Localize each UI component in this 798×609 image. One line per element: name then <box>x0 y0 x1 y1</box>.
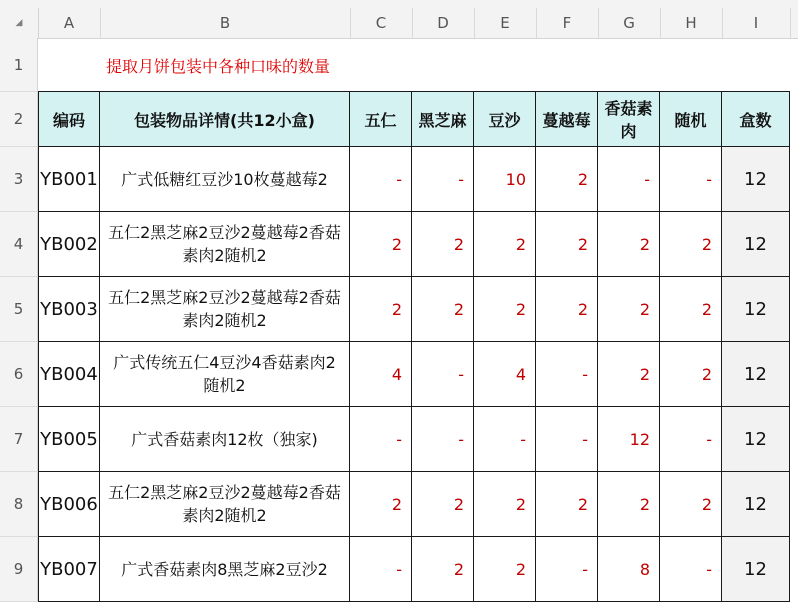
column-header-d[interactable]: D <box>412 8 475 38</box>
cell-c[interactable]: - <box>350 537 412 602</box>
cell-f[interactable]: - <box>536 407 598 472</box>
cell-d[interactable]: 2 <box>412 212 474 277</box>
header-f[interactable]: 蔓越莓 <box>536 92 598 147</box>
header-code[interactable]: 编码 <box>38 92 100 147</box>
cell-c[interactable]: 4 <box>350 342 412 407</box>
cell-c[interactable]: 2 <box>350 212 412 277</box>
cell-h[interactable]: 2 <box>660 342 722 407</box>
row-header-7[interactable]: 7 <box>0 407 38 472</box>
header-d[interactable]: 黑芝麻 <box>412 92 474 147</box>
cell-i[interactable]: 12 <box>722 407 790 472</box>
row-header-4[interactable]: 4 <box>0 212 38 277</box>
cell-i[interactable]: 12 <box>722 342 790 407</box>
header-i[interactable]: 盒数 <box>722 92 790 147</box>
row-header-2[interactable]: 2 <box>0 92 38 147</box>
header-e[interactable]: 豆沙 <box>474 92 536 147</box>
cell-h[interactable]: 2 <box>660 472 722 537</box>
cell-desc[interactable]: 广式低糖红豆沙10枚蔓越莓2 <box>100 147 350 212</box>
column-header-h[interactable]: H <box>660 8 723 38</box>
header-h[interactable]: 随机 <box>660 92 722 147</box>
cell-f[interactable]: 2 <box>536 277 598 342</box>
cell-d[interactable]: 2 <box>412 277 474 342</box>
cell-f[interactable]: - <box>536 537 598 602</box>
cell-g[interactable]: 2 <box>598 342 660 407</box>
header-c[interactable]: 五仁 <box>350 92 412 147</box>
cell-e[interactable]: 2 <box>474 537 536 602</box>
cell-desc[interactable]: 广式传统五仁4豆沙4香菇素肉2随机2 <box>100 342 350 407</box>
cell-i[interactable]: 12 <box>722 537 790 602</box>
row-header-1[interactable]: 1 <box>0 38 38 92</box>
cell-f[interactable]: - <box>536 342 598 407</box>
column-header-i[interactable]: I <box>722 8 791 38</box>
cell-desc[interactable]: 广式香菇素肉12枚（独家) <box>100 407 350 472</box>
cell-g[interactable]: 2 <box>598 472 660 537</box>
column-header-g[interactable]: G <box>598 8 661 38</box>
cell-code[interactable]: YB004 <box>38 342 100 407</box>
cell-f[interactable]: 2 <box>536 472 598 537</box>
cell-d[interactable]: - <box>412 342 474 407</box>
cell-i[interactable]: 12 <box>722 147 790 212</box>
column-header-c[interactable]: C <box>350 8 413 38</box>
select-all-corner[interactable] <box>0 8 39 38</box>
cell-code[interactable]: YB006 <box>38 472 100 537</box>
row-header-6[interactable]: 6 <box>0 342 38 407</box>
cell-code[interactable]: YB007 <box>38 537 100 602</box>
cell-c[interactable]: - <box>350 407 412 472</box>
cell-code[interactable]: YB003 <box>38 277 100 342</box>
toolbar-edge <box>0 0 798 8</box>
cell-desc[interactable]: 广式香菇素肉8黑芝麻2豆沙2 <box>100 537 350 602</box>
cell-e[interactable]: 2 <box>474 212 536 277</box>
header-desc[interactable]: 包装物品详情(共12小盒) <box>100 92 350 147</box>
select-all-triangle-icon: ◢ <box>15 18 23 28</box>
column-header-a[interactable]: A <box>38 8 101 38</box>
cell-e[interactable]: - <box>474 407 536 472</box>
cell-h[interactable]: 2 <box>660 212 722 277</box>
cell-c[interactable]: 2 <box>350 277 412 342</box>
cell-code[interactable]: YB005 <box>38 407 100 472</box>
cell-i[interactable]: 12 <box>722 277 790 342</box>
cell-c[interactable]: - <box>350 147 412 212</box>
cell-c[interactable]: 2 <box>350 472 412 537</box>
cell-g[interactable]: 12 <box>598 407 660 472</box>
cell-desc[interactable]: 五仁2黑芝麻2豆沙2蔓越莓2香菇素肉2随机2 <box>100 212 350 277</box>
cell-d[interactable]: - <box>412 147 474 212</box>
cell-g[interactable]: 2 <box>598 277 660 342</box>
cell-h[interactable]: - <box>660 537 722 602</box>
cell-h[interactable]: - <box>660 147 722 212</box>
cell-code[interactable]: YB001 <box>38 147 100 212</box>
row-header-3[interactable]: 3 <box>0 147 38 212</box>
sheet-title[interactable]: 提取月饼包装中各种口味的数量 <box>106 56 331 76</box>
cell-d[interactable]: - <box>412 407 474 472</box>
cell-e[interactable]: 2 <box>474 277 536 342</box>
row-header-9[interactable]: 9 <box>0 537 38 602</box>
cell-code[interactable]: YB002 <box>38 212 100 277</box>
cell-d[interactable]: 2 <box>412 537 474 602</box>
cell-h[interactable]: 2 <box>660 277 722 342</box>
row-header-5[interactable]: 5 <box>0 277 38 342</box>
cell-desc[interactable]: 五仁2黑芝麻2豆沙2蔓越莓2香菇素肉2随机2 <box>100 472 350 537</box>
cell-i[interactable]: 12 <box>722 472 790 537</box>
header-g[interactable]: 香菇素肉 <box>598 92 660 147</box>
cell-d[interactable]: 2 <box>412 472 474 537</box>
cell-g[interactable]: - <box>598 147 660 212</box>
cell-h[interactable]: - <box>660 407 722 472</box>
column-header-e[interactable]: E <box>474 8 537 38</box>
cell-f[interactable]: 2 <box>536 212 598 277</box>
cell-e[interactable]: 2 <box>474 472 536 537</box>
column-header-b[interactable]: B <box>100 8 351 38</box>
cell-g[interactable]: 2 <box>598 212 660 277</box>
cell-desc[interactable]: 五仁2黑芝麻2豆沙2蔓越莓2香菇素肉2随机2 <box>100 277 350 342</box>
cell-f[interactable]: 2 <box>536 147 598 212</box>
cell-e[interactable]: 4 <box>474 342 536 407</box>
column-header-f[interactable]: F <box>536 8 599 38</box>
cell-g[interactable]: 8 <box>598 537 660 602</box>
cell-e[interactable]: 10 <box>474 147 536 212</box>
cell-i[interactable]: 12 <box>722 212 790 277</box>
row-header-8[interactable]: 8 <box>0 472 38 537</box>
